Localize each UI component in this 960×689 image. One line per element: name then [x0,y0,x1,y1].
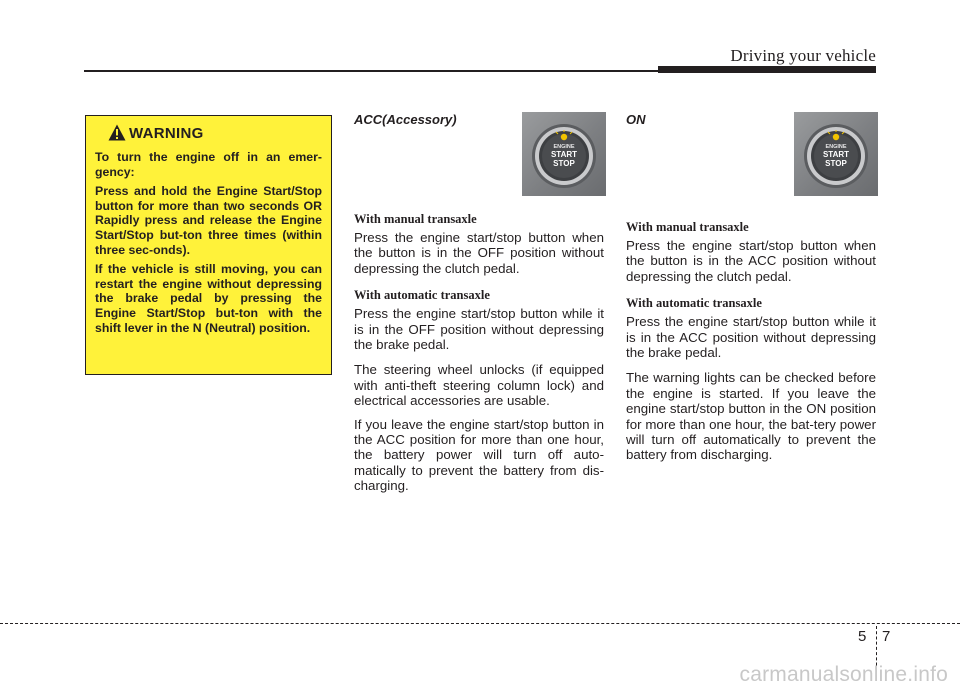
on-auto-text: Press the engine start/stop button while it is in the ACC position without depressing the brake pedal. [626,314,876,361]
footer-rule [0,623,960,624]
warning-triangle-icon [108,124,126,141]
on-manual-text: Press the engine start/stop button when the button is in the ACC position without depressing the clutch pedal. [626,238,876,284]
header-rule [84,70,664,72]
on-manual-subheading: With manual transaxle [626,220,749,234]
header-rule-accent [658,66,876,73]
button-label-engine: ENGINE [825,144,847,150]
chapter-number: 5 [858,628,867,645]
acc-section [354,112,604,502]
button-label-start: START [550,150,578,159]
acc-heading: ACC(Accessory) [354,112,457,127]
section-title: Driving your vehicle [730,46,876,65]
warning-title: WARNING [129,125,204,142]
on-section [626,112,876,471]
acc-manual-subheading: With manual transaxle [354,212,477,226]
button-label-engine: ENGINE [553,144,575,150]
page-number: 7 [882,628,891,645]
on-auto-subheading: With automatic transaxle [626,296,762,311]
engine-start-stop-button-image [794,112,878,196]
warning-paragraph: To turn the engine off in an emer-gency: [95,150,322,179]
button-label-stop: STOP [553,159,575,168]
warning-header [95,124,322,146]
warning-paragraph: Press and hold the Engine Start/Stop button for more than two seconds OR Rapidly press and release the Engine Start/Stop but-ton three times (within three sec-onds). [95,184,322,257]
on-paragraph: The warning lights can be checked before the engine is started. If you leave the engine start/stop button in the ON position for more than one hour, the bat-tery power will turn off automatically to prevent the battery from discharging. [626,370,876,463]
warning-box [85,115,332,375]
acc-manual-text: Press the engine start/stop button when the button is in the OFF position without depressing the clutch pedal. [354,230,604,276]
start-stop-button-icon [522,112,606,196]
acc-auto-text: Press the engine start/stop button while it is in the OFF position without depressing the brake pedal. [354,306,604,353]
on-heading: ON [626,112,646,127]
acc-auto-subheading: With automatic transaxle [354,288,490,303]
engine-start-stop-button-image [522,112,606,196]
warning-paragraph: If the vehicle is still moving, you can restart the engine without depressing the brake pedal by pressing the Engine Start/Stop but-ton with the shift lever in the N (Neutral) position. [95,262,322,335]
acc-paragraph: If you leave the engine start/stop button in the ACC position for more than one hour, the battery power will turn off auto-matically to prevent the battery from dis-charging. [354,416,604,494]
watermark: carmanualsonline.info [739,663,948,686]
button-label-start: START [822,150,850,159]
acc-paragraph: The steering wheel unlocks (if equipped with anti-theft steering column lock) and electrical accessories are usable. [354,362,604,409]
button-label-stop: STOP [825,159,847,168]
start-stop-button-icon [794,112,878,196]
